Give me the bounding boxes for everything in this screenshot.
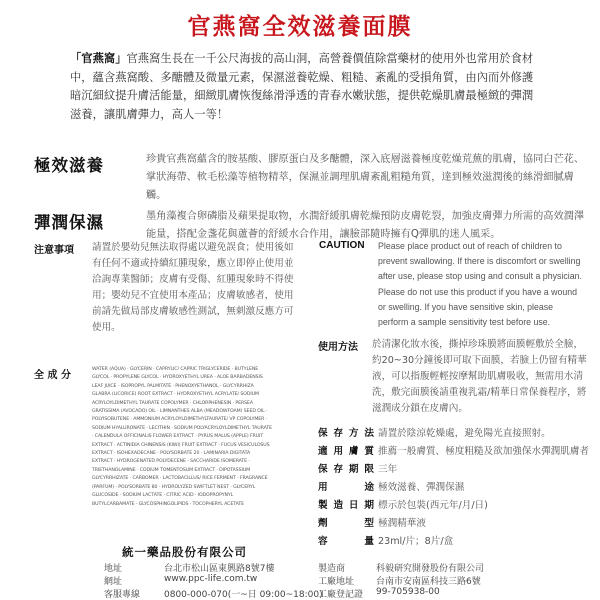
usage-label: 使用方法 [318, 342, 358, 353]
footer-hotline-label: 客服專線 [104, 590, 141, 600]
footer-website-value: www.ppc-life.com.tw [164, 574, 258, 584]
info-row-storage [318, 426, 551, 442]
info-key: 劑 型 [318, 518, 374, 529]
info-row-form [318, 516, 426, 532]
ingredients-list: WATER (AQUA) · GLYCERIN · CAPRYLIC/ CAPRIC TRIGLYCERIDE · BUTYLENE GLYCOL · PROPYLENE GLYCOL · HYDROXYETHYL UREA · ALOE BARBADENSIS LEAF JUICE · ISOPROPYL PALMITATE · PHENOXYETHANOL · GLYCYRRHIZA GLABRA (LICORICE) ROOT EXTRACT · HYDROXYETHYL ACRYLATE/ SODIUM ACRYLOYLDIMETHYL TAURATE COPOLYMER · CHLORPHENESIN · PERSEA GRATISSIMA (AVOCADO) OIL · LIMNANTHES ALBA (MEADOWFOAM) SEED OIL · POLYISOBUTENE · AMMONIUM ACRYLOYLDIMETHYLTAURATE/ VP COPOLYMER · SODIUM HYALURONATE · LECITHIN · SODIUM POLYACRYLOYLDIMETHYL TAURATE · CALENDULA OFFICINALIS FLOWER EXTRACT · PYRUS MALUS (APPLE) FRUIT EXTRACT · ACTINIDIA CHINENSIS (KIWI) FRUIT EXTRACT · FUCUS VESICULOSUS EXTRACT · ISOHEXADECANE · POLYSORBATE 20 · LAMINARIA DIGITATA EXTRACT · HYDROGENATED POLYDECENE · SACCHARIDE ISOMERATE · TRIETHANOLAMINE · CODIUM TOMENTOSUM EXTRACT · DIPOTASSIUM GLYCYRRHIZATE · CARBOMER · LACTOBACILLUS/ RICE FERMENT · FRAGRANCE (PARFUM) · POLYSORBATE 80 · HYDROLYZED SWIFTLET NEST · GLYCERYL GLUCOSIDE · SODIUM LACTATE · CITRIC ACID · IODOPROPYNYL BUTYLCARBAMATE · GLYCOSPHINGOLIPIDS · TOCOPHERYL ACETATE [92, 367, 272, 507]
info-key: 保存方法 [318, 428, 374, 439]
notice-label: 注意事項 [34, 245, 74, 256]
info-key: 保存期限 [318, 464, 374, 475]
section-label-nourish: 極效滋養 [34, 156, 104, 175]
brand-name: 「官燕窩」 [70, 52, 127, 65]
footer-hotline-value: 0800-000-070(一~日 09:00~18:00) [164, 590, 323, 600]
intro-text: 官燕窩生長在一千公尺海拔的高山洞，高營養價值除當藥材的使用外也常用於食材中，蘊含燕窩酸、多醣體及微量元素，保濕滋養乾燥、粗糙、紊亂的受損角質，由內而外修護暗沉細紋提升膚活能量，細緻肌膚恢復絲滑淨透的青春水嫩狀態，提供乾燥肌膚最極緻的彈潤滋養，讓肌膚彈力，高人一等！ [70, 52, 534, 121]
footer-address-label: 地址 [104, 564, 123, 574]
info-value: 請置於陰涼乾燥處，避免陽光直接照射。 [378, 428, 551, 439]
info-value: 三年 [378, 464, 398, 475]
info-row-purpose [318, 480, 464, 496]
footer-manufacturer-label: 製造商 [318, 564, 346, 574]
info-value: 標示於包裝(西元年/月/日) [378, 500, 488, 511]
section-label-moisture: 彈潤保濕 [34, 213, 104, 232]
footer-factory-license-label: 工廠登記證 [318, 590, 364, 600]
footer-factory-address-value: 台南市安南區科技三路6號 [376, 577, 481, 587]
info-key: 容 量 [318, 536, 374, 547]
footer-address-value: 台北市松山區東興路8號7樓 [164, 564, 275, 574]
info-key: 適用膚質 [318, 446, 374, 457]
info-row-mfg-date [318, 498, 488, 514]
caution-label: CAUTION [319, 240, 365, 251]
info-row-skin-type [318, 444, 589, 460]
company-name: 統一藥品股份有限公司 [122, 545, 247, 559]
info-key: 製造日期 [318, 500, 374, 511]
info-value: 23ml/片；8片/盒 [378, 536, 454, 547]
info-row-volume [318, 534, 453, 550]
info-value: 推薦一般膚質、極度粗糙及欲加強保水彈潤肌膚者 [378, 446, 590, 457]
footer-manufacturer-value: 科毅研究開發股份有限公司 [376, 564, 485, 574]
info-value: 極潤精華液 [378, 518, 426, 529]
section-body-moisture: 墨角藻複合卵磷脂及蘋果提取物，水潤舒緩肌膚乾燥預防皮膚乾裂，加強皮膚彈力所需的高效潤澤能量，搭配金盞花與蘆薈的舒緩水合作用，讓臉部隨時擁有Q彈肌的迷人風采。 [146, 211, 585, 240]
info-row-shelf-life [318, 462, 397, 478]
intro-paragraph [70, 50, 540, 124]
info-value: 極效滋養、彈潤保濕 [378, 482, 465, 493]
caution-text: Please place product out of reach of children to prevent swallowing. If there is discomfort or swelling after use, please stop using and consult a physician. Please do not use this product if you have a wound or swelling. If you have sensitive skin, please perform a sample sensitivity test before use. [378, 241, 582, 328]
page-title: 官燕窩全效滋養面膜 [187, 14, 413, 40]
info-key: 用 途 [318, 482, 374, 493]
notice-text: 請置於嬰幼兒無法取得處以避免誤食；使用後如有任何不適或持續紅腫現象，應立即停止使用並洽詢專業醫師；皮膚有受傷、紅腫現象時不得使用；嬰幼兒不宜使用本產品；皮膚敏感者，使用前請先做局部皮膚敏感性測試，無刺激反應方可使用。 [92, 242, 294, 333]
usage-text: 於清潔化妝水後，撕掉珍珠膜將面膜輕敷於全臉，約20~30分鐘後即可取下面膜，若臉上仍留有精華液，可以指腹輕輕按摩幫助肌膚吸收，無需用水清洗，敷完面膜後請重複乳霜/精華日常保養程序，將滋潤成分鎖在皮膚內。 [372, 339, 587, 414]
section-body-nourish: 珍貴官燕窩蘊含的胺基酸、膠原蛋白及多醣體，深入底層滋養極度乾燥荒蕪的肌膚，協同白芒花、掌狀海帶、軟毛松藻等植物精萃，保濕並調理肌膚紊亂粗糙角質，達到極效滋潤後的絲滑細膩膚觸。 [146, 154, 585, 201]
ingredients-label: 全 成 分 [34, 370, 71, 381]
footer-factory-license-value: 99-705938-00 [376, 587, 440, 597]
footer-factory-address-label: 工廠地址 [318, 577, 355, 587]
footer-website-label: 網址 [104, 577, 123, 587]
